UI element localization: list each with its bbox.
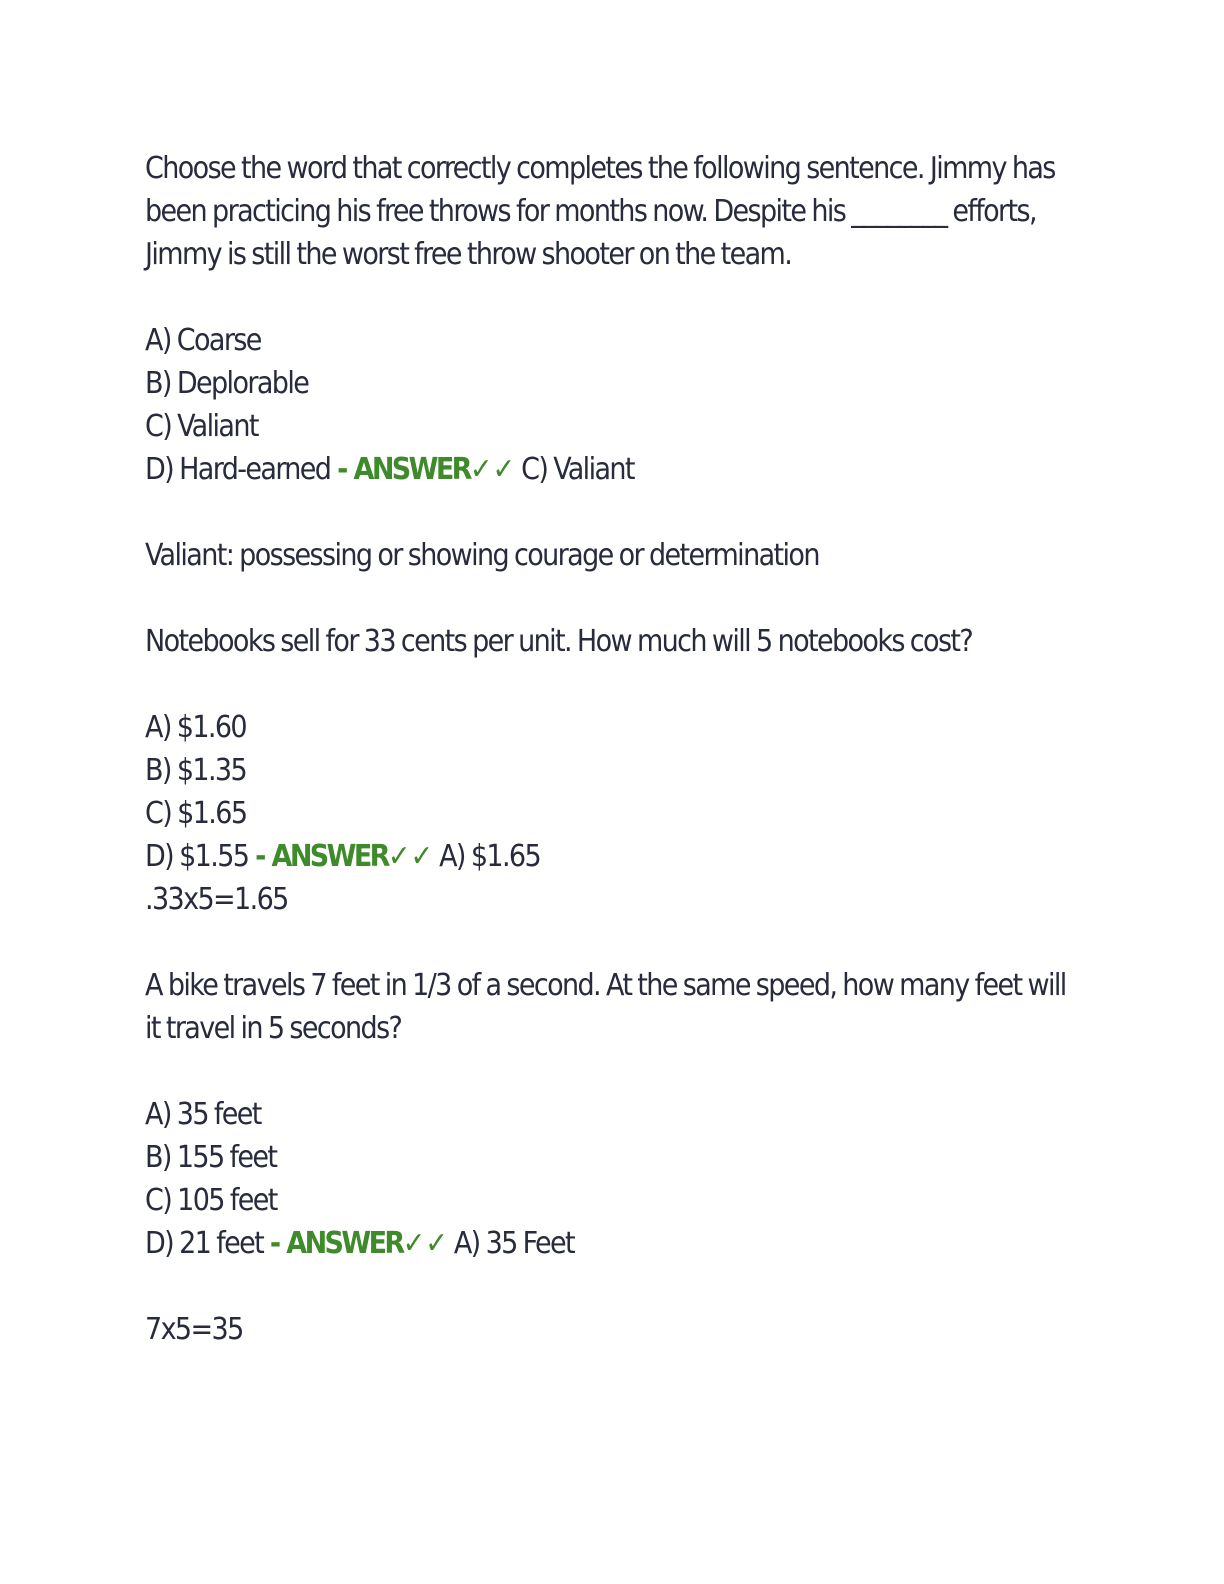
option-d-with-answer xyxy=(145,835,1080,878)
answer-value: A) $1.65 xyxy=(433,839,541,874)
option-d-with-answer xyxy=(145,1222,1080,1265)
question-text: Choose the word that correctly completes the following sentence. Jimmy has been practicing his free throws for months now. Despite his ________ efforts, Jimmy is still the worst free throw shooter on the team. xyxy=(145,151,1055,272)
option-a: A) Coarse xyxy=(145,323,261,358)
option-d: D) Hard-earned xyxy=(145,452,331,487)
question-text: Notebooks sell for 33 cents per unit. How much will 5 notebooks cost? xyxy=(145,624,973,659)
question-block-3 xyxy=(145,964,1080,1351)
work-text: 7x5=35 xyxy=(145,1312,243,1347)
spacer xyxy=(145,276,1080,319)
option-a: A) 35 feet xyxy=(145,1097,261,1132)
question-text: A bike travels 7 feet in 1/3 of a second. At the same speed, how many feet will it travel in 5 seconds? xyxy=(145,968,1066,1046)
option-c: C) $1.65 xyxy=(145,796,247,831)
checkmark-icon: ✓✓ xyxy=(387,839,434,874)
answer-dash: - xyxy=(263,1226,287,1261)
question-block-2 xyxy=(145,620,1080,964)
spacer xyxy=(145,491,1080,534)
option-c: C) 105 feet xyxy=(145,1183,277,1218)
spacer xyxy=(145,577,1080,620)
checkmark-icon: ✓✓ xyxy=(402,1226,448,1261)
option-d: D) 21 feet xyxy=(145,1226,264,1261)
work-text: .33x5=1.65 xyxy=(145,882,288,917)
spacer xyxy=(145,1265,1080,1308)
option-a: A) $1.60 xyxy=(145,710,246,745)
answer-dash: - xyxy=(330,452,354,487)
spacer xyxy=(145,663,1080,706)
explanation-text: Valiant: possessing or showing courage or determination xyxy=(145,538,819,573)
answer-label: ANSWER xyxy=(353,452,470,487)
question-block-1 xyxy=(145,147,1080,620)
option-c: C) Valiant xyxy=(145,409,258,444)
spacer xyxy=(145,921,1080,964)
answer-label: ANSWER xyxy=(271,839,388,874)
document-page xyxy=(145,147,1080,1351)
spacer xyxy=(145,1050,1080,1093)
answer-label: ANSWER xyxy=(286,1226,403,1261)
checkmark-icon: ✓✓ xyxy=(469,452,516,487)
option-b: B) $1.35 xyxy=(145,753,247,788)
option-d-with-answer xyxy=(145,448,1080,491)
option-b: B) Deplorable xyxy=(145,366,309,401)
answer-value: A) 35 Feet xyxy=(447,1226,574,1261)
answer-value: C) Valiant xyxy=(515,452,634,487)
answer-dash: - xyxy=(248,839,272,874)
option-d: D) $1.55 xyxy=(145,839,249,874)
option-b: B) 155 feet xyxy=(145,1140,277,1175)
